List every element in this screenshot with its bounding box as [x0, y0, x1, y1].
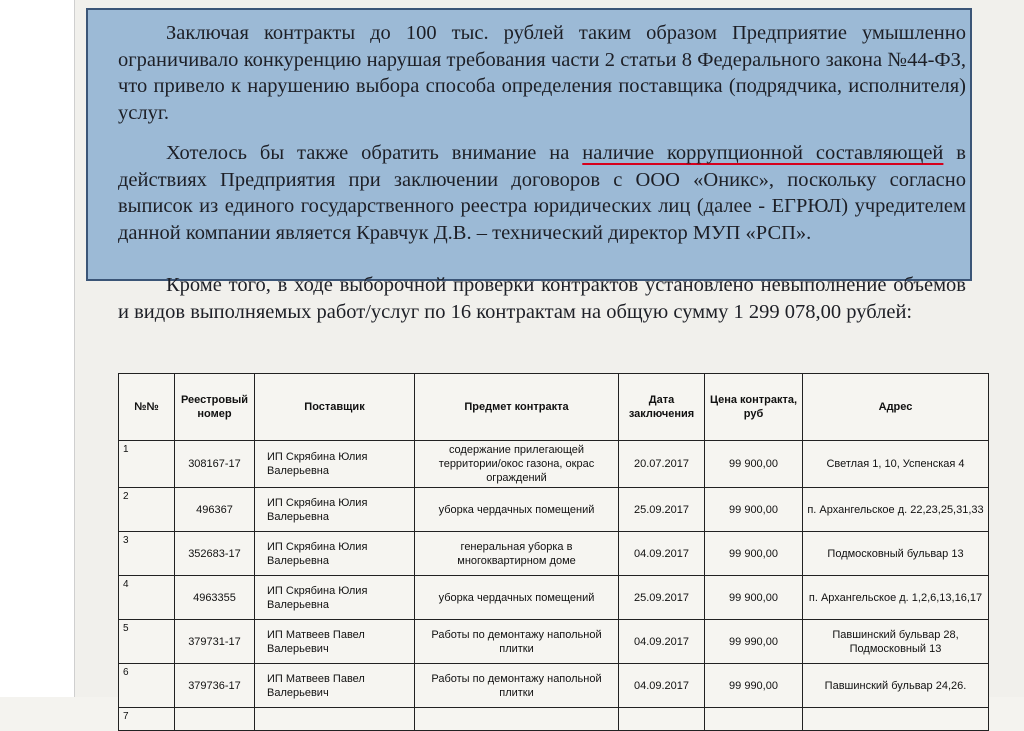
cell-address: Светлая 1, 10, Успенская 4 [803, 441, 989, 488]
cell-reg: 352683-17 [175, 532, 255, 576]
cell-address: Павшинский бульвар 24,26. [803, 664, 989, 708]
cell-num: 3 [119, 532, 175, 576]
cell-date: 20.07.2017 [619, 441, 705, 488]
cell-supplier: ИП Скрябина Юлия Валерьевна [255, 532, 415, 576]
table-row [119, 576, 989, 620]
header-address: Адрес [803, 374, 989, 441]
cell-subject: Работы по демонтажу напольной плитки [415, 620, 619, 664]
cell-date [619, 708, 705, 731]
cell-subject: генеральная уборка в многоквартирном доме [415, 532, 619, 576]
underlined-phrase: наличие коррупционной составляющей [582, 142, 944, 164]
header-num: №№ [119, 374, 175, 441]
paragraph-2-text-after: в действиях Предприятия при заключении договоров с ООО «Оникс», поскольку согласно выписок из единого государственного реестра юридических лиц (далее - ЕГРЮЛ) учредителем данной компании является Кравчук Д.В. – технический директор МУП «РСП». [118, 142, 966, 244]
cell-supplier: ИП Матвеев Павел Валерьевич [255, 620, 415, 664]
cell-reg: 4963355 [175, 576, 255, 620]
paragraph-1 [118, 20, 966, 126]
header-date: Дата заключения [619, 374, 705, 441]
cell-subject [415, 708, 619, 731]
cell-num: 5 [119, 620, 175, 664]
cell-address: п. Архангельское д. 22,23,25,31,33 [803, 488, 989, 532]
cell-num: 6 [119, 664, 175, 708]
table-header-row [119, 374, 989, 441]
contracts-table [118, 373, 989, 731]
paragraph-1-text: Заключая контракты до 100 тыс. рублей таким образом Предприятие умышленно ограничивало конкуренцию нарушая требования части 2 статьи 8 Федерального закона №44-ФЗ, что привело к нарушению выбора способа определения поставщика (подрядчика, исполнителя) услуг. [118, 22, 966, 124]
cell-subject: Работы по демонтажу напольной плитки [415, 664, 619, 708]
cell-price: 99 900,00 [705, 441, 803, 488]
cell-reg: 379731-17 [175, 620, 255, 664]
cell-date: 04.09.2017 [619, 664, 705, 708]
header-subject: Предмет контракта [415, 374, 619, 441]
paragraph-3-text: Кроме того, в ходе выборочной проверки контрактов установлено невыполнение объемов и видов выполняемых работ/услуг по 16 контрактам на общую сумму 1 299 078,00 рублей: [118, 274, 966, 323]
table-row [119, 532, 989, 576]
paragraph-2-text-before: Хотелось бы также обратить внимание на [166, 142, 583, 164]
cell-subject: содержание прилегающей территории/окос газона, окрас ограждений [415, 441, 619, 488]
cell-address: Подмосковный бульвар 13 [803, 532, 989, 576]
cell-address [803, 708, 989, 731]
cell-num: 7 [119, 708, 175, 731]
cell-supplier: ИП Матвеев Павел Валерьевич [255, 664, 415, 708]
cell-subject: уборка чердачных помещений [415, 576, 619, 620]
cell-date: 25.09.2017 [619, 576, 705, 620]
cell-supplier: ИП Скрябина Юлия Валерьевна [255, 488, 415, 532]
table-row [119, 664, 989, 708]
header-supplier: Поставщик [255, 374, 415, 441]
cell-price: 99 900,00 [705, 576, 803, 620]
cell-supplier [255, 708, 415, 731]
cell-num: 4 [119, 576, 175, 620]
cell-reg [175, 708, 255, 731]
paragraph-3 [118, 272, 966, 325]
header-price: Цена контракта, руб [705, 374, 803, 441]
cell-price: 99 900,00 [705, 532, 803, 576]
table-row [119, 708, 989, 731]
cell-subject: уборка чердачных помещений [415, 488, 619, 532]
cell-reg: 379736-17 [175, 664, 255, 708]
cell-date: 25.09.2017 [619, 488, 705, 532]
cell-reg: 308167-17 [175, 441, 255, 488]
cell-num: 1 [119, 441, 175, 488]
table-row [119, 488, 989, 532]
cell-date: 04.09.2017 [619, 620, 705, 664]
left-margin [0, 0, 74, 697]
cell-reg: 496367 [175, 488, 255, 532]
cell-num: 2 [119, 488, 175, 532]
cell-date: 04.09.2017 [619, 532, 705, 576]
cell-address: Павшинский бульвар 28, Подмосковный 13 [803, 620, 989, 664]
cell-address: п. Архангельское д. 1,2,6,13,16,17 [803, 576, 989, 620]
cell-price: 99 900,00 [705, 488, 803, 532]
cell-price: 99 990,00 [705, 664, 803, 708]
table-row [119, 441, 989, 488]
cell-price [705, 708, 803, 731]
cell-supplier: ИП Скрябина Юлия Валерьевна [255, 441, 415, 488]
table-row [119, 620, 989, 664]
cell-price: 99 990,00 [705, 620, 803, 664]
paragraph-2 [118, 140, 966, 246]
header-reg: Реестровый номер [175, 374, 255, 441]
cell-supplier: ИП Скрябина Юлия Валерьевна [255, 576, 415, 620]
